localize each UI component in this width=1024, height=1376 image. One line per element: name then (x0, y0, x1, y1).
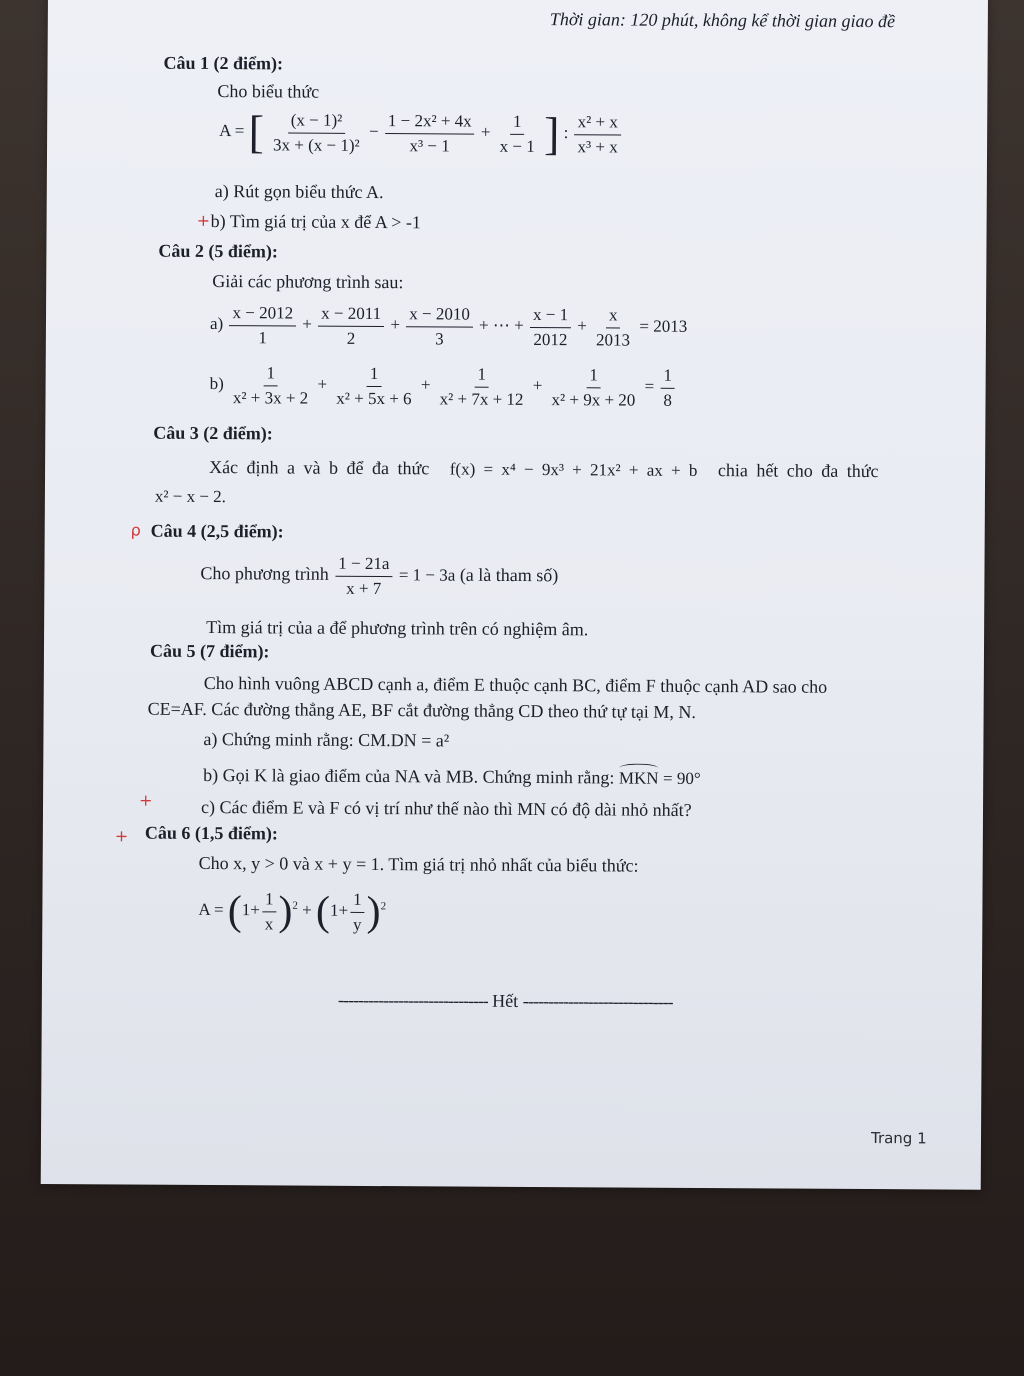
page-number: Trang 1 (870, 1129, 927, 1148)
q5-part-a: a) Chứng minh rằng: CM.DN = a² (203, 728, 450, 751)
left-bracket: [ (248, 106, 265, 158)
q2b-frac-4: $\frac{1}{\text{x² + 9x + 20}}$ (551, 365, 636, 410)
q2b-rhs-frac: $\frac{1}{8}$ (660, 366, 675, 410)
q4-title: Câu 4 (2,5 điểm): (150, 520, 284, 542)
q2-equation-a: a) $\frac{x - 2012}{1}$ + $\frac{x - 2011}{2}$ + $\frac{x - 2010}{3}$ + ⋯ + $\frac{x - 1}{2012}$ + $\frac{x}{2013}$ = 2013 (209, 303, 688, 350)
q3-line-1: Xác định a và b để đa thức f(x) = x⁴ − 9x³ + 21x² + ax + b chia hết cho đa thức (209, 456, 879, 482)
q1-expr-lhs: A = (219, 120, 245, 141)
q2a-frac-3: $\frac{x - 2010}{3}$ (406, 304, 473, 348)
q6-expression: A = (1+ $\frac{1}{x}$ )$^2$ + (1+ $\frac{1}{y}$ )$^2$ (198, 888, 387, 936)
q1-frac-1: $\frac{\text{(x − 1)²}}{\text{3x + (x − 1)²}}$ (273, 110, 360, 155)
q1-title: Câu 1 (2 điểm): (163, 52, 284, 74)
q3-polynomial: f(x) = x⁴ − 9x³ + 21x² + ax + b (449, 459, 698, 480)
q3-title: Câu 3 (2 điểm): (153, 422, 273, 444)
q2a-frac-4: $\frac{x - 1}{2012}$ (530, 305, 571, 349)
q1-expression: A = [ $\frac{\text{(x − 1)²}}{\text{3x + (x − 1)²}}$ − $\frac{\text{1 − 2x² + 4x}}{\text{x³ − 1}}$ + $\frac{1}{x - 1}$ ] : $\frac{\text{x² + x}}{\text{x³ + x}}$ (219, 109, 623, 157)
q2-intro: Giải các phương trình sau: (212, 271, 404, 293)
q1-frac-4: $\frac{\text{x² + x}}{\text{x³ + x}}$ (574, 112, 620, 156)
end-marker: ------------------------------ Hết ------------------------------ (337, 989, 673, 1012)
q2b-frac-1: $\frac{1}{\text{x² + 3x + 2}}$ (232, 363, 309, 408)
red-tick-mark-2: + (139, 790, 153, 810)
q1-intro: Cho biểu thức (217, 81, 320, 102)
time-note: Thời gian: 120 phút, không kể thời gian giao đề (549, 9, 896, 32)
q5-line-1: Cho hình vuông ABCD cạnh a, điểm E thuộc cạnh BC, điểm F thuộc cạnh AD sao cho (203, 672, 828, 697)
q5-title: Câu 5 (7 điểm): (149, 640, 270, 662)
q4-frac: $\frac{1 - 21a}{x + 7}$ (335, 554, 392, 598)
q2-title: Câu 2 (5 điểm): (158, 240, 278, 262)
q6-frac-y: $\frac{1}{y}$ (350, 890, 365, 934)
q2a-frac-1: $\frac{x - 2012}{1}$ (229, 303, 296, 347)
q2-equation-b: b) $\frac{1}{\text{x² + 3x + 2}}$ + $\frac{1}{\text{x² + 5x + 6}}$ + $\frac{1}{\text{x² + 7x + 12}}$ + $\frac{1}{\text{x² + 9x + 20}}$ = $\frac{1}{8}$ (209, 363, 677, 410)
red-pen-mark: ρ (130, 520, 141, 540)
q2b-frac-2: $\frac{1}{\text{x² + 5x + 6}}$ (336, 363, 412, 408)
exam-sheet (41, 0, 988, 1190)
angle-mkn: MKN (618, 768, 659, 788)
q3-line-2: x² − x − 2. (154, 486, 227, 507)
q6-frac-x: $\frac{1}{x}$ (262, 889, 277, 933)
q5-part-c: c) Các điểm E và F có vị trí như thế nào thì MN có độ dài nhỏ nhất? (200, 796, 692, 820)
q4-task: Tìm giá trị của a để phương trình trên có nghiệm âm. (206, 616, 589, 640)
q1-part-b: b) Tìm giá trị của x để A > -1 (210, 210, 421, 233)
red-tick-mark-3: + (114, 826, 129, 846)
q5-part-b: b) Gọi K là giao điểm của NA và MB. Chứng minh rằng: MKN = 90° (203, 764, 701, 789)
q6-intro: Cho x, y > 0 và x + y = 1. Tìm giá trị nhỏ nhất của biểu thức: (198, 852, 639, 876)
q2a-frac-2: $\frac{x - 2011}{2}$ (318, 304, 384, 348)
q6-title: Câu 6 (1,5 điểm): (144, 822, 278, 844)
q1-frac-2: $\frac{\text{1 − 2x² + 4x}}{\text{x³ − 1}}$ (385, 111, 475, 156)
q1-frac-3: $\frac{1}{x - 1}$ (499, 111, 535, 156)
q2b-frac-3: $\frac{1}{\text{x² + 7x + 12}}$ (439, 364, 524, 409)
right-bracket: ] (543, 108, 560, 160)
red-tick-mark: + (196, 210, 211, 230)
q1-part-a: a) Rút gọn biểu thức A. (214, 181, 384, 203)
q2a-frac-5: $\frac{x}{2013}$ (596, 305, 631, 350)
q5-line-2: CE=AF. Các đường thẳng AE, BF cắt đường thẳng CD theo thứ tự tại M, N. (147, 698, 696, 722)
q4-equation: Cho phương trình $\frac{1 - 21a}{x + 7}$ = 1 − 3a (a là tham số) (200, 553, 559, 598)
